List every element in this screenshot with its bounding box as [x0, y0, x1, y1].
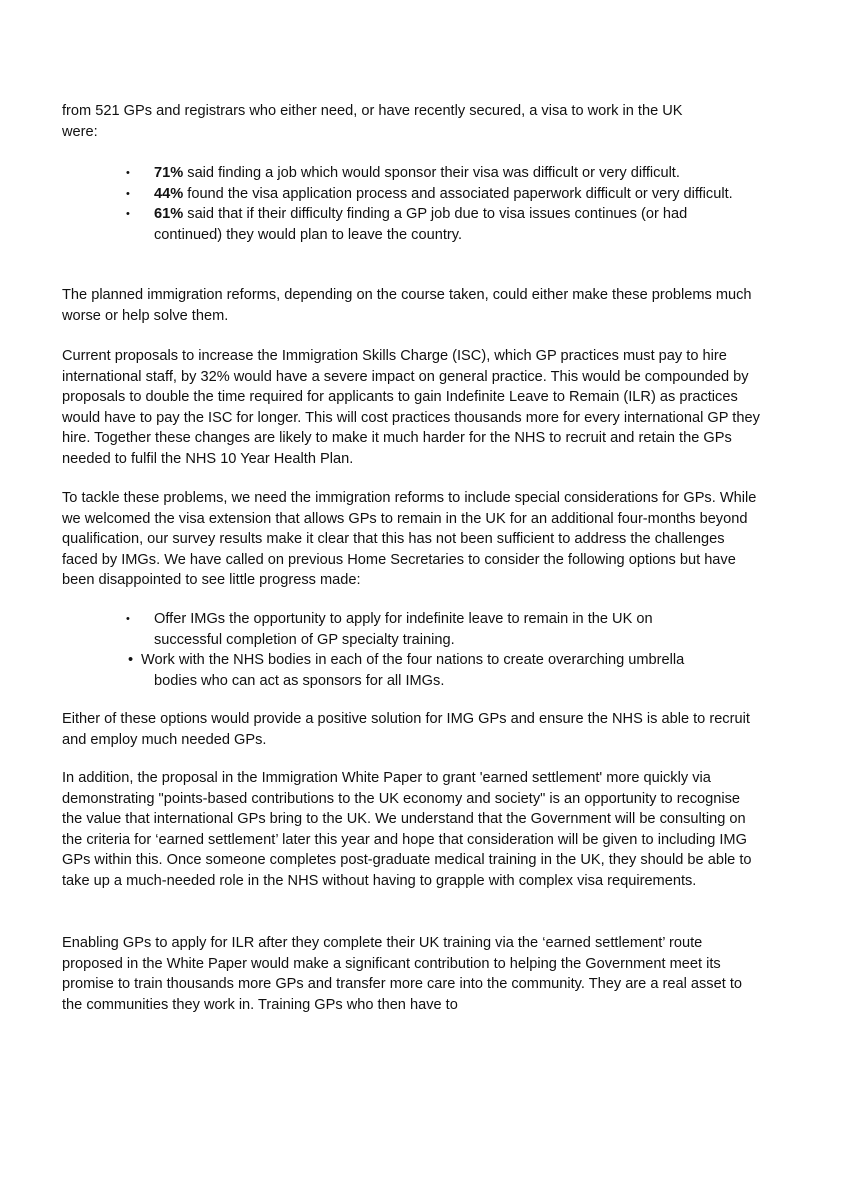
option-line-1: Offer IMGs the opportunity to apply for indefinite leave to remain in the UK on	[154, 611, 653, 627]
reforms-paragraph: The planned immigration reforms, depending on the course taken, could either make these problems much worse or help solve them.	[62, 287, 752, 324]
addition-paragraph: In addition, the proposal in the Immigration White Paper to grant 'earned settlement' more quickly via demonstrating "points-based contributions to the UK economy and society" is an opportunity to recognise the value that international GPs bring to the UK. We understand that the Government will be consulting on the criteria for ‘earned settlement’ later this year and hope that consideration will be given to including IMG GPs within this. Once someone completes post-graduate medical training in the UK, they should be able to take up a much-needed role in the NHS without having to grapple with complex visa requirements.	[62, 770, 752, 889]
options-list	[0, 609, 848, 691]
bullet-icon: •	[128, 652, 134, 668]
stat-percent: 44%	[154, 185, 184, 202]
stat-percent: 71%	[154, 165, 184, 181]
option-line-2: bodies who can act as sponsors for all IMGs.	[154, 672, 445, 689]
option-line-2: successful completion of GP specialty training.	[154, 631, 455, 648]
either-paragraph: Either of these options would provide a positive solution for IMG GPs and ensure the NHS is able to recruit and employ much needed GPs.	[62, 711, 750, 748]
list-item	[0, 163, 734, 184]
tackle-paragraph: To tackle these problems, we need the immigration reforms to include special considerations for GPs. While we welcomed the visa extension that allows GPs to remain in the UK for an additional four-months beyond qualification, our survey results make it clear that this has not been sufficient to address the challenges faced by IMGs. We have called on previous Home Secretaries to consider the following options but have been disappointed to see little progress made:	[62, 490, 757, 588]
list-item	[0, 184, 734, 205]
stat-percent: 61%	[154, 206, 184, 222]
list-item	[0, 650, 721, 691]
intro-line-2: were:	[62, 123, 98, 140]
stat-text: said that if their difficulty finding a GP job due to visa issues continues (or had continued) they would plan to leave the country.	[154, 206, 688, 243]
stat-text: said finding a job which would sponsor their visa was difficult or very difficult.	[183, 165, 680, 181]
bullet-icon: •	[126, 613, 130, 625]
list-item	[0, 609, 734, 650]
isc-paragraph: Current proposals to increase the Immigration Skills Charge (ISC), which GP practices must pay to hire international staff, by 32% would have a severe impact on general practice. This would be compounded by proposals to double the time required for applicants to gain Indefinite Leave to Remain (ILR) as practices would have to pay the ISC for longer. This will cost practices thousands more for every international GP they hire. Together these changes are likely to make it much harder for the NHS to recruit and retain the GPs needed to fulfil the NHS 10 Year Health Plan.	[62, 348, 760, 467]
enabling-paragraph: Enabling GPs to apply for ILR after they complete their UK training via the ‘earned settlement’ route proposed in the White Paper would make a significant contribution to helping the Government meet its promise to train thousands more GPs and transfer more care into the community. They are a real asset to the communities they work in. Training GPs who then have to	[62, 935, 743, 1013]
stat-text: found the visa application process and associated paperwork difficult or very difficult.	[183, 185, 733, 202]
option-line-1: Work with the NHS bodies in each of the four nations to create overarching umbrella	[141, 652, 685, 668]
list-item	[0, 204, 734, 245]
bullet-icon: •	[126, 187, 130, 200]
survey-stats-list	[0, 163, 848, 245]
bullet-icon: •	[126, 167, 130, 179]
intro-paragraph	[62, 101, 762, 142]
intro-line-1: from 521 GPs and registrars who either need, or have recently secured, a visa to work in the UK	[62, 103, 683, 119]
bullet-icon: •	[126, 208, 130, 220]
